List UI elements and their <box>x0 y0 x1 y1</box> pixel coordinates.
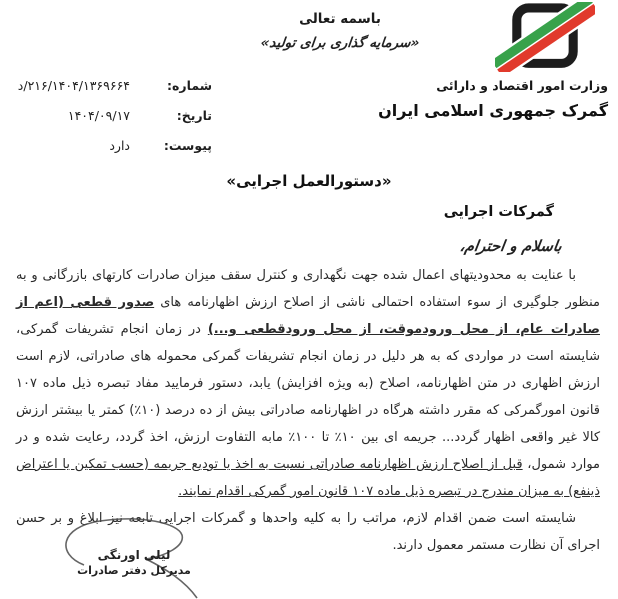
ministry-name: وزارت امور اقتصاد و دارائی <box>436 78 608 93</box>
signatory <box>44 548 224 578</box>
customs-logo-icon <box>495 2 595 72</box>
signatory-name: لیلی اورنگی <box>97 548 171 562</box>
organization-name: گمرک جمهوری اسلامی ایران <box>378 101 608 120</box>
bismillah-text: باسمه تعالی <box>299 11 381 27</box>
body-p1-seg1: با عنایت به محدودیتهای اعمال شده جهت نگهداری و کنترل سقف میزان صادرات کارتهای بازرگانی و به منظور جلوگیری از سوء استفاده احتمالی ناشی از اصلاح ارزش اظهارنامه های <box>16 268 600 310</box>
document-title: «دستورالعمل اجرایی» <box>226 172 392 190</box>
meta-row-date <box>12 108 212 138</box>
body-p1-seg3: در زمان انجام تشریفات گمرکی، شایسته است در مواردی که به هر دلیل در زمان انجام تشریفات گمرکی محموله های صادراتی، لازم است ارزش اظهاری در متن اظهارنامه، اصلاح (به ویژه افزایش) یابد، دستور فرمایید مفاد تبصره ذیل ماده ۱۰۷ قانون امورگمرکی که مقرر داشته هرگاه در اظهارنامه صادراتی بیش از ده درصد (۱۰٪) کمتر یا بیشتر ارزش کالا غیر واقعی اظهار گردد... جریمه ای بین ۱۰٪ تا ۱۰۰٪ مابه التفاوت ارزش، اخذ گردد، رعایت شده و در موارد شمول، <box>16 322 601 472</box>
letter-meta <box>12 78 212 168</box>
letter-body <box>16 262 600 559</box>
salutation: باسلام و احترام، <box>458 237 564 255</box>
attachment-value: دارد <box>109 138 130 153</box>
number-label: شماره: <box>167 78 212 93</box>
body-paragraph-1 <box>16 262 600 505</box>
body-paragraph-2: شایسته است ضمن اقدام لازم، مراتب را به کلیه واحدها و گمرکات اجرایی تابعه نیز ابلاغ و بر حسن اجرای آن نظارت مستمر معمول دارند. <box>16 511 600 553</box>
year-slogan: «سرمایه گذاری برای تولید» <box>259 35 421 51</box>
body-p1-seg2-emphasis: صدور قطعی (اعم از صادرات عام، از محل ورودموقت، از محل ورودقطعی و...) <box>16 295 600 337</box>
meta-row-number <box>12 78 212 108</box>
signature-block <box>44 516 224 599</box>
attachment-label: پیوست: <box>163 138 212 153</box>
number-value: ۲۱۶/۱۴۰۴/۱۳۶۹۶۶۴/د <box>17 78 130 93</box>
signatory-title: مدیرکل دفتر صادرات <box>77 563 191 577</box>
date-label: تاریخ: <box>176 108 212 123</box>
body-p1-seg4-emphasis: قبل از اصلاح ارزش اظهارنامه صادراتی نسبت به اخذ یا تودیع جریمه (حسب تمکین یا اعتراض ذینفع) به میزان مندرج در تبصره ذیل ماده ۱۰۷ قانون امور گمرکی اقدام نمایند. <box>16 457 600 499</box>
meta-row-attachment <box>12 138 212 168</box>
addressee: گمرکات اجرایی <box>443 204 554 220</box>
date-value: ۱۴۰۴/۰۹/۱۷ <box>67 108 130 123</box>
letterhead-org-block <box>378 78 608 120</box>
